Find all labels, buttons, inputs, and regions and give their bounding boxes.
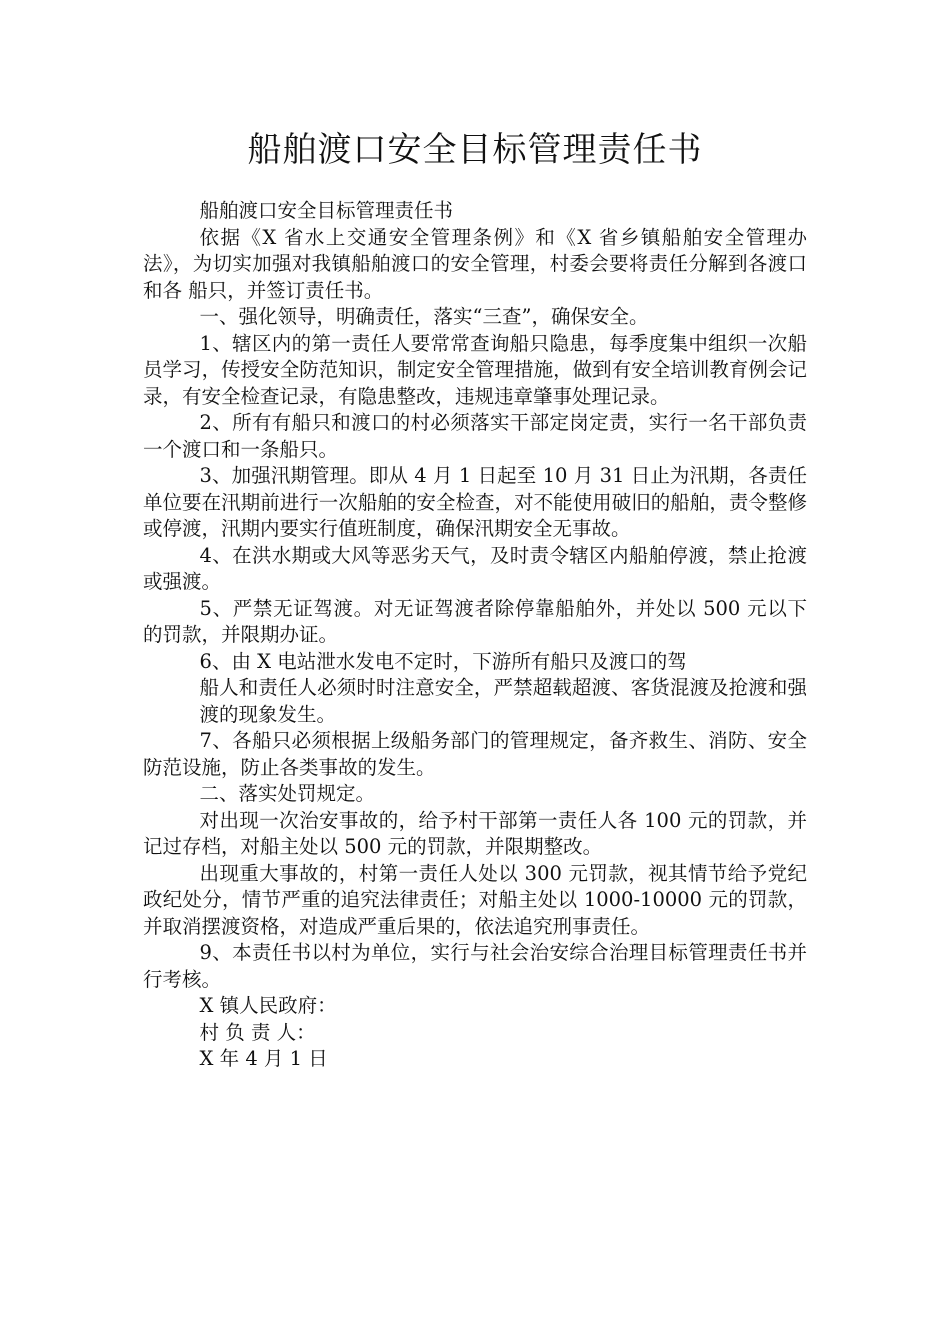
clause-6-continuation: 船人和责任人必须时时注意安全，严禁超载超渡、客货混渡及抢渡和强渡的现象发生。 [199, 676, 807, 726]
clause-1-paragraph: 1、辖区内的第一责任人要常常查询船只隐患，每季度集中组织一次船员学习，传授安全防范知识，制定安全管理措施，做到有安全培训教育例会记录，有安全检查记录，有隐患整改，违规违章肇事处理记录。 [143, 331, 807, 408]
document-title: 船舶渡口安全目标管理责任书 [247, 130, 703, 170]
clause-6-paragraph: 6、由 X 电站泄水发电不定时，下游所有船只及渡口的驾 [199, 649, 687, 673]
clause-4-paragraph: 4、在洪水期或大风等恶劣天气，及时责令辖区内船舶停渡，禁止抢渡或强渡。 [143, 543, 807, 593]
penalty-paragraph-1: 对出现一次治安事故的，给予村干部第一责任人各 100 元的罚款，并记过存档，对船主处以 500 元的罚款，并限期整改。 [143, 808, 807, 858]
intro-paragraph: 依据《X 省水上交通安全管理条例》和《X 省乡镇船舶安全管理办法》，为切实加强对我镇船舶渡口的安全管理，村委会要将责任分解到各渡口和各 船只，并签订责任书。 [143, 225, 807, 302]
signature-village-head: 村 负 责 人： [199, 1020, 316, 1044]
signature-government: X 镇人民政府： [199, 994, 337, 1017]
section-heading-2: 二、落实处罚规定。 [199, 782, 376, 805]
section-heading-1: 一、强化领导，明确责任，落实“三查”，确保安全。 [199, 305, 649, 328]
clause-3-paragraph: 3、加强汛期管理。即从 4 月 1 日起至 10 月 31 日止为汛期，各责任单位要在汛期前进行一次船舶的安全检查，对不能使用破旧的船舶，责令整修或停渡，汛期内要实行值班制度，确保汛期安全无事故。 [143, 464, 807, 540]
clause-9-paragraph: 9、本责任书以村为单位，实行与社会治安综合治理目标管理责任书并行考核。 [143, 941, 807, 991]
subtitle-paragraph: 船舶渡口安全目标管理责任书 [199, 199, 454, 222]
clause-7-paragraph: 7、各船只必须根据上级船务部门的管理规定，备齐救生、消防、安全防范设施，防止各类事故的发生。 [143, 729, 807, 779]
clause-5-paragraph: 5、严禁无证驾渡。对无证驾渡者除停靠船舶外，并处以 500 元以下的罚款，并限期办证。 [143, 596, 807, 646]
penalty-paragraph-2: 出现重大事故的，村第一责任人处以 300 元罚款，视其情节给予党纪政纪处分，情节严重的追究法律责任；对船主处以 1000-10000 元的罚款，并取消摆渡资格，对造成严重后果的，依法追究刑事责任。 [143, 861, 807, 938]
document-body [143, 198, 807, 1073]
signature-date: X 年 4 月 1 日 [199, 1047, 328, 1070]
clause-2-paragraph: 2、所有有船只和渡口的村必须落实干部定岗定责，实行一名干部负责一个渡口和一条船只。 [143, 411, 807, 461]
